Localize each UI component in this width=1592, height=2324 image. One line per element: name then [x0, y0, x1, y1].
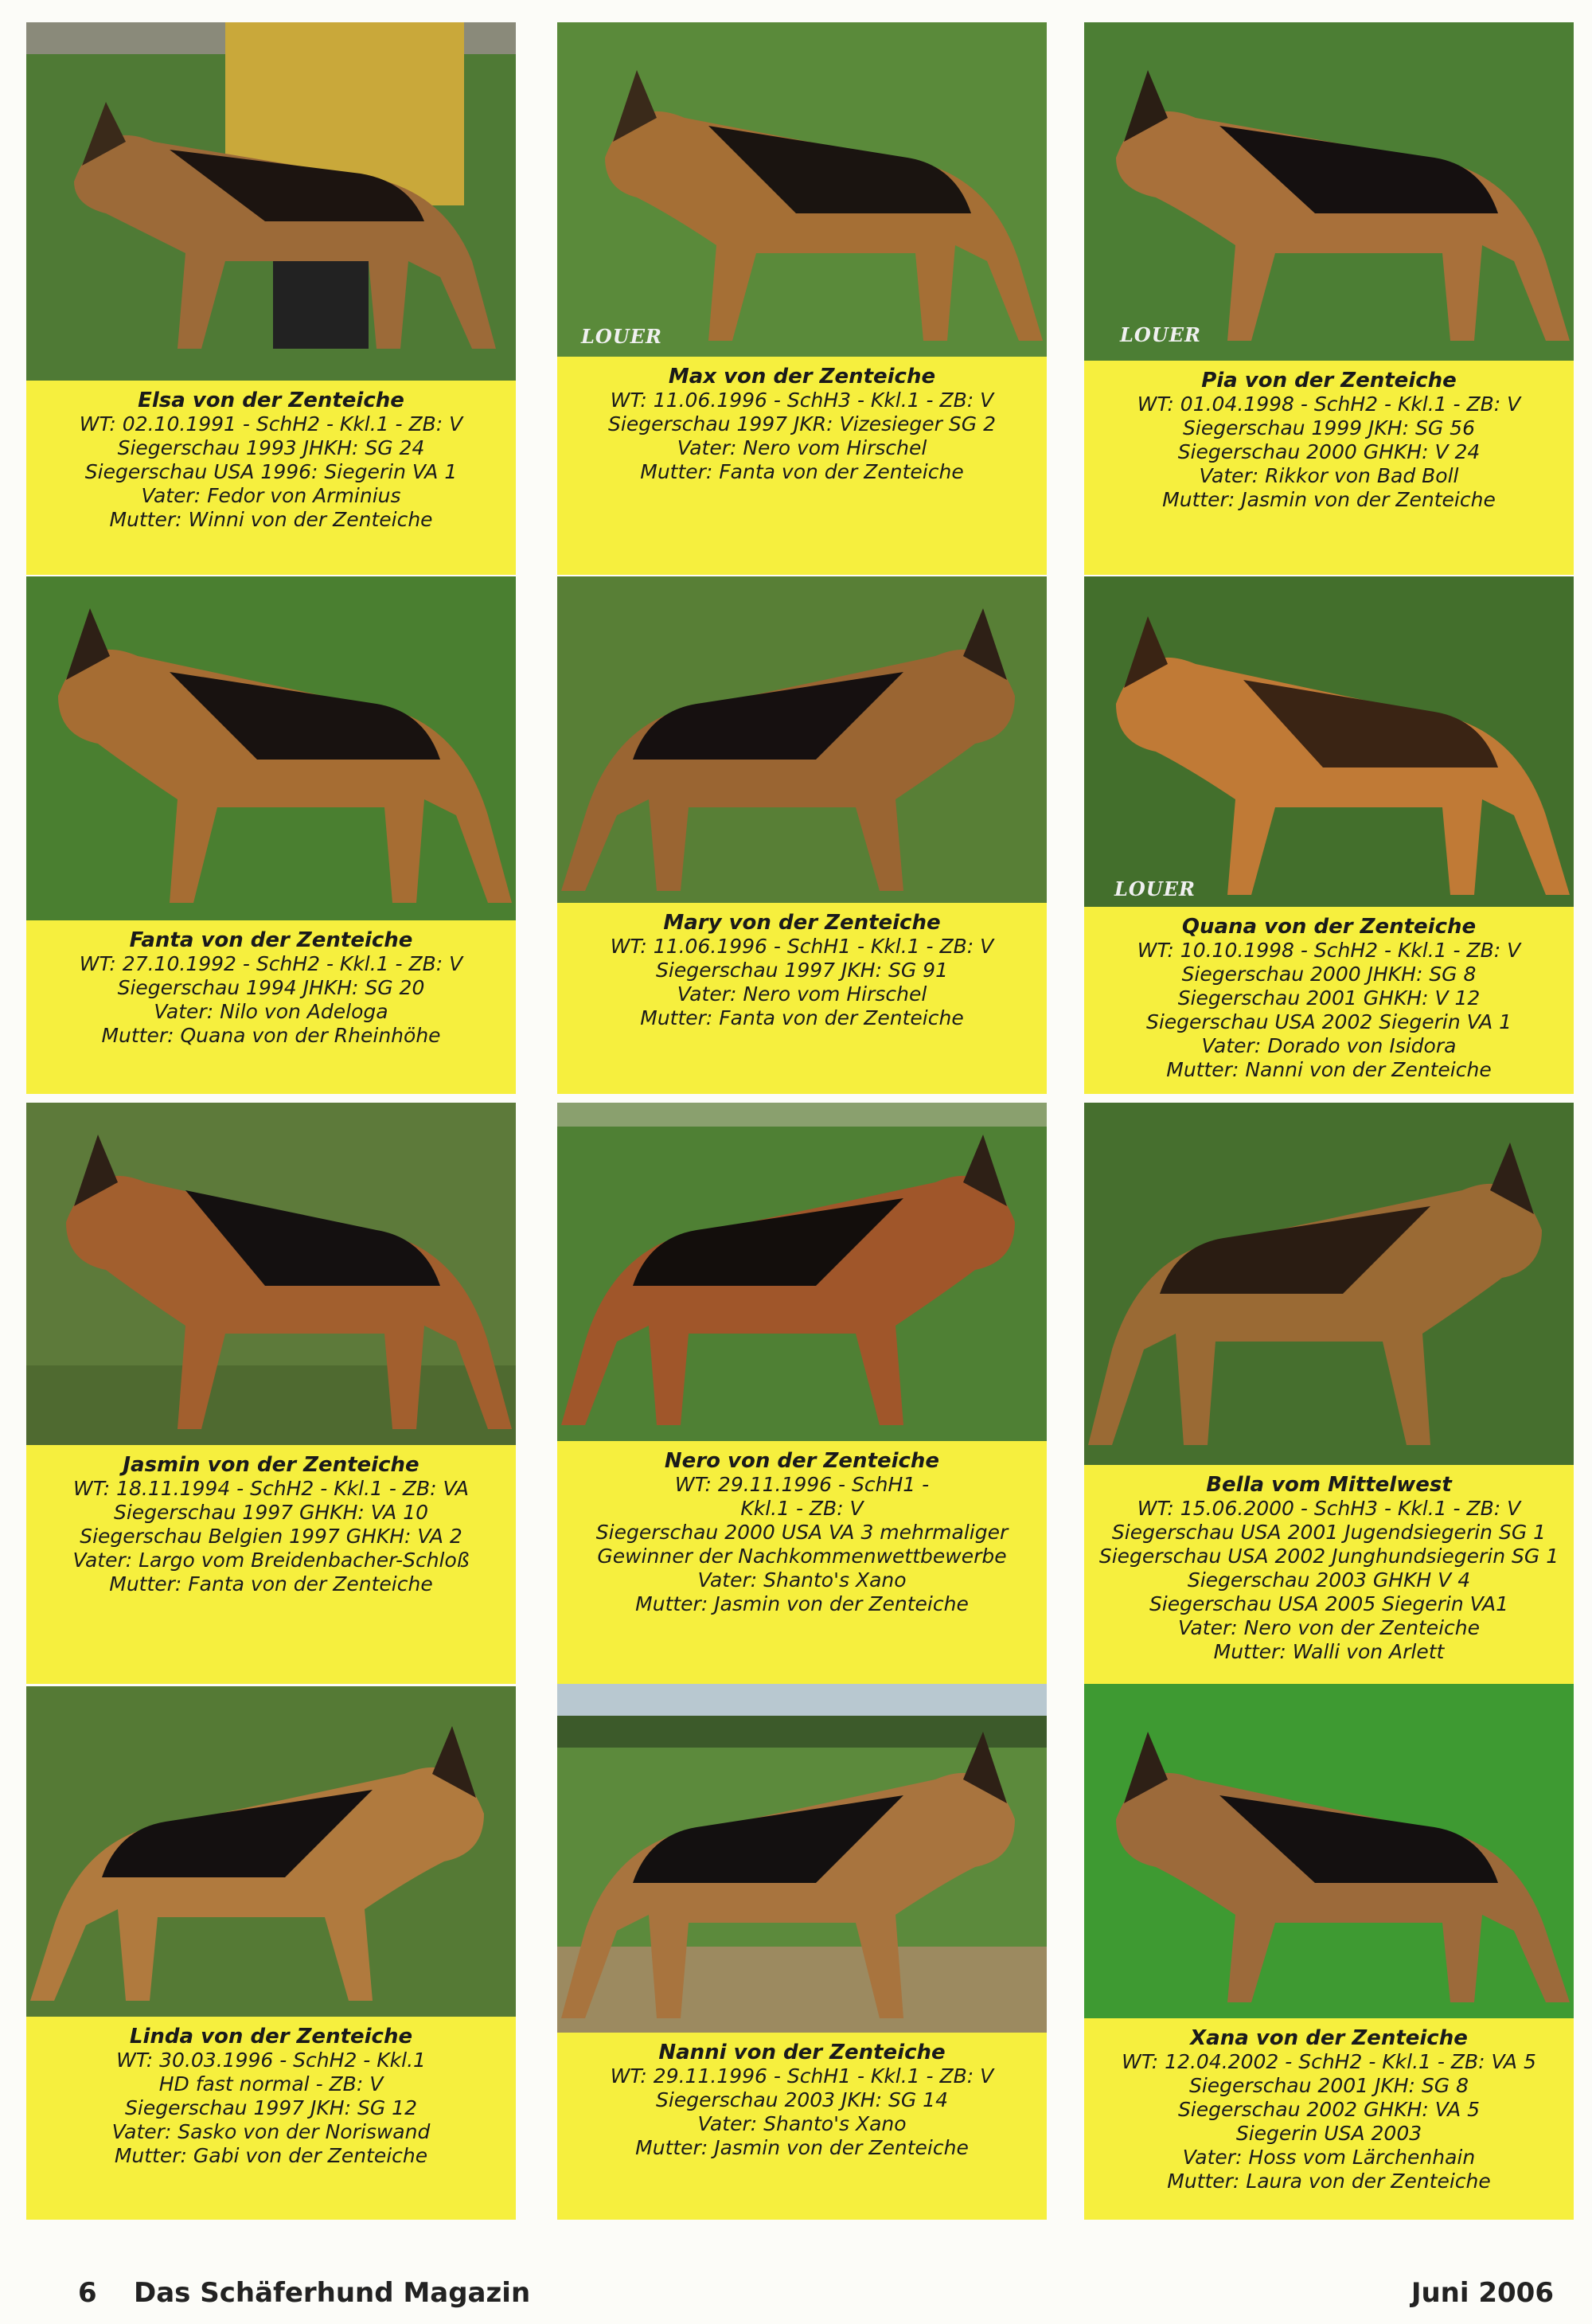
dog-photo — [26, 576, 516, 920]
dog-info-line: WT: 11.06.1996 - SchH3 - Kkl.1 - ZB: V — [610, 389, 994, 412]
dog-caption — [1084, 361, 1574, 575]
dog-info-line: Kkl.1 - ZB: V — [740, 1497, 864, 1520]
dog-caption — [1084, 2018, 1574, 2220]
dog-name: Elsa von der Zenteiche — [138, 389, 404, 412]
dog-info-line: WT: 29.11.1996 - SchH1 - Kkl.1 - ZB: V — [610, 2064, 994, 2088]
dog-info-line: Siegerschau Belgien 1997 GHKH: VA 2 — [80, 1525, 462, 1548]
dog-card-xana — [1084, 1684, 1574, 2220]
dog-card-quana — [1084, 576, 1574, 1094]
dog-photo — [557, 22, 1047, 357]
dog-info-line: Mutter: Quana von der Rheinhöhe — [101, 1024, 441, 1047]
dog-photo — [1084, 1103, 1574, 1465]
dog-info-line: Siegerschau 2000 USA VA 3 mehrmaliger — [595, 1521, 1009, 1544]
dog-caption — [1084, 1465, 1574, 1684]
dog-caption — [557, 2033, 1047, 2220]
dog-info-line: Gewinner der Nachkommenwettbewerbe — [597, 1545, 1007, 1568]
dog-info-line: Vater: Nero von der Zenteiche — [1177, 1616, 1481, 1639]
dog-info-line: Siegerschau USA 1996: Siegerin VA 1 — [84, 460, 458, 483]
dog-photo — [26, 22, 516, 381]
dog-card-mary — [557, 576, 1047, 1094]
dog-caption — [557, 357, 1047, 575]
dog-info-line: WT: 29.11.1996 - SchH1 - — [674, 1473, 930, 1496]
dog-info-line: Siegerschau 2002 GHKH: VA 5 — [1177, 2098, 1481, 2121]
dog-info-line: Siegerschau 1997 JKR: Vizesieger SG 2 — [608, 412, 996, 436]
dog-info-line: WT: 15.06.2000 - SchH3 - Kkl.1 - ZB: V — [1137, 1497, 1521, 1520]
dog-card-jasmin — [26, 1103, 516, 1684]
dog-info-line: Mutter: Gabi von der Zenteiche — [114, 2144, 428, 2167]
dog-caption — [557, 903, 1047, 1094]
dog-name: Mary von der Zenteiche — [663, 911, 941, 935]
dog-info-line: Vater: Nero vom Hirschel — [677, 436, 927, 459]
dog-caption — [26, 381, 516, 575]
dog-info-line: WT: 01.04.1998 - SchH2 - Kkl.1 - ZB: V — [1137, 393, 1521, 416]
dog-info-line: Mutter: Fanta von der Zenteiche — [640, 1006, 964, 1029]
dog-card-nanni — [557, 1684, 1047, 2220]
dog-card-nero — [557, 1103, 1047, 1684]
dog-info-line: Siegerin USA 2003 — [1235, 2122, 1422, 2145]
dog-info-line: WT: 30.03.1996 - SchH2 - Kkl.1 — [116, 2049, 426, 2072]
dog-name: Fanta von der Zenteiche — [129, 928, 413, 952]
photo-credit: LOUER — [1120, 323, 1201, 346]
dog-info-line: Vater: Shanto's Xano — [697, 1568, 907, 1592]
dog-info-line: Siegerschau 1997 JKH: SG 91 — [656, 959, 948, 982]
dog-info-line: Siegerschau 1997 JKH: SG 12 — [125, 2096, 417, 2119]
photo-credit: LOUER — [1114, 877, 1196, 900]
dog-name: Pia von der Zenteiche — [1201, 369, 1457, 393]
dog-card-max — [557, 22, 1047, 575]
dog-info-line: Vater: Nero vom Hirschel — [677, 982, 927, 1006]
dog-info-line: WT: 11.06.1996 - SchH1 - Kkl.1 - ZB: V — [610, 935, 994, 958]
dog-info-line: Vater: Hoss vom Lärchenhain — [1182, 2146, 1476, 2169]
dog-info-line: Vater: Dorado von Isidora — [1201, 1034, 1457, 1057]
dog-photo — [1084, 1684, 1574, 2018]
dog-info-line: Siegerschau USA 2002 Junghundsiegerin SG 1 — [1098, 1545, 1559, 1568]
dog-info-line: Siegerschau 2001 GHKH: V 12 — [1177, 986, 1481, 1010]
dog-card-elsa — [26, 22, 516, 575]
dog-photo — [557, 1103, 1047, 1441]
page-number: 6 — [78, 2277, 97, 2309]
dog-info-line: WT: 27.10.1992 - SchH2 - Kkl.1 - ZB: V — [79, 952, 463, 975]
dog-info-line: Mutter: Fanta von der Zenteiche — [109, 1572, 433, 1596]
dog-caption — [1084, 907, 1574, 1094]
dog-name: Nanni von der Zenteiche — [658, 2041, 946, 2064]
page-footer — [0, 2277, 1592, 2309]
dog-info-line: Siegerschau USA 2002 Siegerin VA 1 — [1145, 1010, 1512, 1033]
dog-photo — [26, 1103, 516, 1445]
dog-info-line: Siegerschau 2003 JKH: SG 14 — [656, 2088, 948, 2111]
dog-info-line: Siegerschau 1994 JHKH: SG 20 — [117, 976, 425, 999]
dog-info-line: Vater: Shanto's Xano — [697, 2112, 907, 2135]
dog-name: Jasmin von der Zenteiche — [123, 1453, 419, 1477]
dog-photo — [1084, 576, 1574, 907]
dog-caption — [26, 2017, 516, 2220]
dog-info-line: Mutter: Jasmin von der Zenteiche — [635, 1592, 969, 1615]
dog-name: Xana von der Zenteiche — [1190, 2026, 1468, 2050]
dog-info-line: Vater: Sasko von der Noriswand — [111, 2120, 431, 2143]
dog-info-line: Vater: Nilo von Adeloga — [154, 1000, 388, 1023]
dog-info-line: Siegerschau 2000 JHKH: SG 8 — [1181, 963, 1477, 986]
dog-info-line: WT: 12.04.2002 - SchH2 - Kkl.1 - ZB: VA 5 — [1122, 2050, 1536, 2073]
dog-caption — [26, 1445, 516, 1684]
dog-info-line: Mutter: Walli von Arlett — [1213, 1640, 1445, 1663]
dog-info-line: Vater: Rikkor von Bad Boll — [1199, 464, 1459, 487]
dog-name: Bella vom Mittelwest — [1206, 1473, 1452, 1497]
dog-info-line: Siegerschau 2001 JKH: SG 8 — [1188, 2074, 1469, 2097]
dog-name: Linda von der Zenteiche — [129, 2025, 413, 2049]
dog-info-line: Vater: Largo vom Breidenbacher-Schloß — [72, 1549, 470, 1572]
dog-photo — [557, 576, 1047, 903]
dog-info-line: Siegerschau 1993 JHKH: SG 24 — [117, 436, 425, 459]
dog-info-line: Vater: Fedor von Arminius — [141, 484, 401, 507]
dog-card-pia — [1084, 22, 1574, 575]
dog-photo — [26, 1686, 516, 2017]
dog-photo — [1084, 22, 1574, 361]
dog-name: Max von der Zenteiche — [668, 365, 936, 389]
dog-photo — [557, 1684, 1047, 2033]
dog-card-linda — [26, 1686, 516, 2220]
dog-info-line: Siegerschau 1999 JKH: SG 56 — [1183, 416, 1475, 439]
dog-info-line: Mutter: Winni von der Zenteiche — [109, 508, 433, 531]
dog-info-line: WT: 18.11.1994 - SchH2 - Kkl.1 - ZB: VA — [73, 1477, 469, 1500]
dog-info-line: WT: 10.10.1998 - SchH2 - Kkl.1 - ZB: V — [1137, 939, 1521, 962]
dog-info-line: Siegerschau 1997 GHKH: VA 10 — [113, 1501, 429, 1524]
dog-info-line: HD fast normal - ZB: V — [158, 2072, 384, 2096]
dog-name: Nero von der Zenteiche — [664, 1449, 940, 1473]
dog-info-line: Mutter: Nanni von der Zenteiche — [1166, 1058, 1492, 1081]
dog-name: Quana von der Zenteiche — [1181, 915, 1477, 939]
dog-info-line: Mutter: Jasmin von der Zenteiche — [635, 2136, 969, 2159]
dog-info-line: Siegerschau USA 2001 Jugendsiegerin SG 1 — [1111, 1521, 1547, 1544]
dog-caption — [26, 920, 516, 1094]
dog-card-fanta — [26, 576, 516, 1094]
magazine-title: Das Schäferhund Magazin — [134, 2277, 531, 2309]
dog-info-line: Siegerschau 2000 GHKH: V 24 — [1177, 440, 1481, 463]
dog-card-bella — [1084, 1103, 1574, 1684]
dog-caption — [557, 1441, 1047, 1684]
dog-info-line: WT: 02.10.1991 - SchH2 - Kkl.1 - ZB: V — [79, 412, 463, 436]
dog-info-line: Mutter: Jasmin von der Zenteiche — [1162, 488, 1496, 511]
dog-info-line: Siegerschau USA 2005 Siegerin VA1 — [1149, 1592, 1509, 1615]
dog-info-line: Mutter: Fanta von der Zenteiche — [640, 460, 964, 483]
photo-credit: LOUER — [581, 325, 662, 348]
dog-info-line: Mutter: Laura von der Zenteiche — [1167, 2170, 1491, 2193]
dog-info-line: Siegerschau 2003 GHKH V 4 — [1187, 1568, 1471, 1592]
issue-date: Juni 2006 — [1411, 2277, 1554, 2309]
